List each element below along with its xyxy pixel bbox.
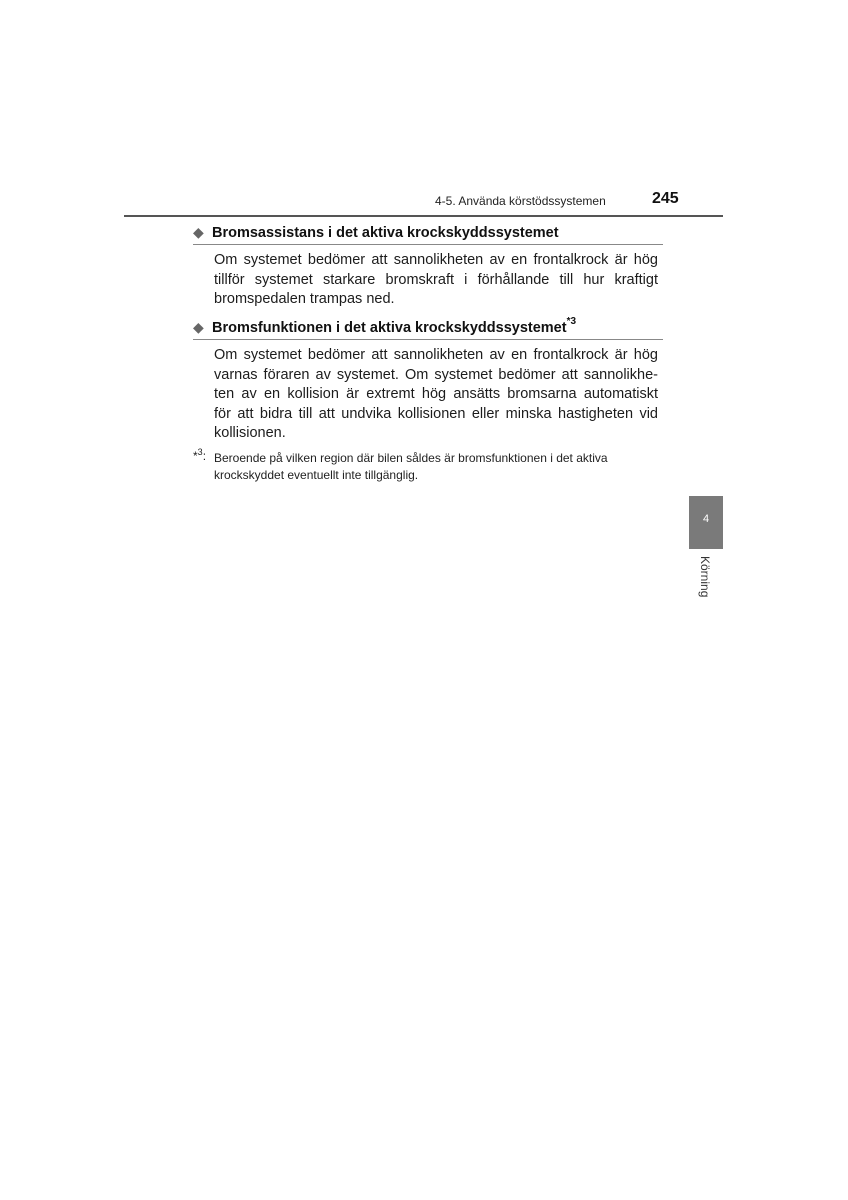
footnote-line: Beroende på vilken region där bilen såldes är bromsfunktionen i det aktiva <box>214 451 608 465</box>
section-heading-text: Bromsfunktionen i det aktiva krockskyddssystemet <box>212 319 567 336</box>
footnote-line: krockskyddet eventuellt inte tillgänglig. <box>214 468 419 482</box>
chapter-tab <box>689 496 723 549</box>
section-heading-brake-function <box>193 318 663 336</box>
body-line: ten av en kollision är extremt hög ansätts bromsarna automatiskt <box>214 386 658 402</box>
footnote-reference: *3 <box>566 316 577 327</box>
body-line: Om systemet bedömer att sannolikheten av en frontalkrock är hög <box>214 252 658 268</box>
diamond-bullet-icon: ◆ <box>193 224 204 240</box>
footnote-text <box>214 450 660 484</box>
body-line: varnas föraren av systemet. Om systemet bedömer att sannolikhe- <box>214 366 658 383</box>
body-line: Om systemet bedömer att sannolikheten av en frontalkrock är hög <box>214 347 658 363</box>
section-body-brake-function <box>214 346 658 444</box>
chapter-number: 4 <box>702 513 710 525</box>
header-rule <box>124 215 723 217</box>
page-number: 245 <box>652 190 679 207</box>
body-line: för att bidra till att undvika kollisionen eller minska hastigheten vid <box>214 405 658 422</box>
body-line: kollisionen. <box>214 425 286 441</box>
section-rule <box>193 339 663 340</box>
header-section-title: 4-5. Använda körstödssystemen <box>435 194 606 208</box>
body-line: tillför systemet starkare bromskraft i förhållande till hur kraftigt <box>214 271 658 288</box>
chapter-title: Körning <box>698 556 712 598</box>
section-heading-brake-assist <box>193 224 663 241</box>
footnote-marker: *$^3$: <box>193 447 207 463</box>
chapter-title-vertical <box>688 556 722 616</box>
section-rule <box>193 244 663 245</box>
section-heading-text: Bromsassistans i det aktiva krockskyddssystemet <box>212 225 559 241</box>
body-line: bromspedalen trampas ned. <box>214 291 395 307</box>
section-body-brake-assist <box>214 251 658 310</box>
diamond-bullet-icon: ◆ <box>193 318 204 335</box>
